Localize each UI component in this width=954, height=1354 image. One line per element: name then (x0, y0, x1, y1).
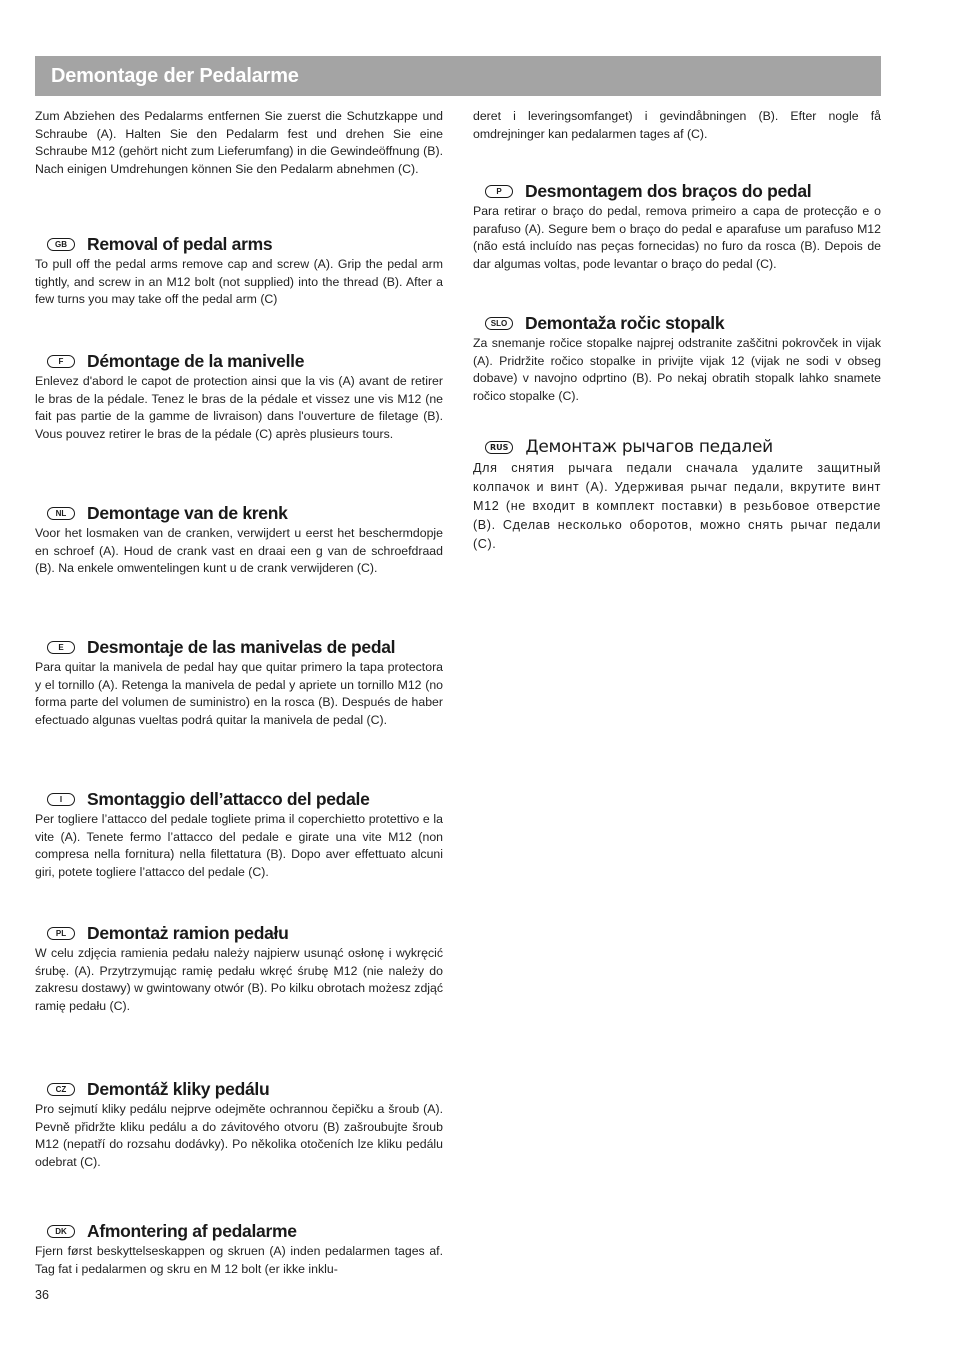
section-f-heading (35, 349, 443, 373)
section-nl (35, 501, 443, 578)
section-rus-title: Демонтаж рычагов педалей (525, 437, 773, 457)
section-rus-heading (473, 435, 881, 459)
section-nl-heading (35, 501, 443, 525)
section-dk-continued (473, 108, 881, 143)
language-badge-p: P (485, 185, 513, 198)
section-e-text: Para quitar la manivela de pedal hay que quitar primero la tapa protectora y el tornillo (A). Retenga la manivela de pedal y apriete un tornillo M12 (no forma parte del volumen de suministro) en la rosca (B). Después de haber efectuado algunas vueltas podrá quitar la manivela de pedal (C). (35, 660, 443, 727)
section-f-title: Démontage de la manivelle (87, 350, 305, 371)
section-p-text: Para retirar o braço do pedal, remova primeiro a capa de protecção e o parafuso (A). Segure bem o braço do pedal e aparafuse um parafuso M12 (não está incluído nas peças fornecidas) no furo da rosca (B). Depois de dar algumas voltas, pode levantar o braço do pedal (C). (473, 204, 881, 271)
page-title: Demontage der Pedalarme (51, 65, 299, 87)
section-p-heading (473, 179, 881, 203)
section-gb (35, 232, 443, 309)
section-dk-heading (35, 1219, 443, 1243)
section-nl-title: Demontage van de krenk (87, 502, 288, 523)
section-dk-text: Fjern først beskyttelseskappen og skruen (A) inden pedalarmen tages af. Tag fat i pedalarmen og skru en M 12 bolt (er ikke inklu- (35, 1244, 443, 1276)
page-number: 36 (35, 1288, 49, 1302)
section-pl (35, 921, 443, 1015)
section-nl-text: Voor het losmaken van de cranken, verwijdert u eerst het beschermdopje en schroef (A). Houd de crank vast en draai een g van de schroefdraad (B). Na enkele omwentelingen kunt u de crank verwijderen (C). (35, 526, 443, 575)
section-cz-heading (35, 1077, 443, 1101)
section-i (35, 787, 443, 881)
language-badge-f: F (47, 355, 75, 368)
section-i-heading (35, 787, 443, 811)
section-rus-text: Для снятия рычага педали сначала удалите защитный колпачок и винт (A). Удерживая рычаг педали, вкрутите винт M12 (не входит в комплект поставки) в резьбовое отверстие (B). Сделав несколько оборотов, можно снять рычаг педали (C). (473, 461, 881, 551)
section-dk (35, 1219, 443, 1278)
section-slo-title: Demontaža ročic stopalk (525, 312, 725, 333)
section-dk-continued-text: deret i leveringsomfanget) i gevindåbningen (B). Efter nogle få omdrejninger kan pedalarmen tages af (C). (473, 109, 881, 141)
section-rus (473, 435, 881, 554)
section-slo-text: Za snemanje ročice stopalke najprej odstranite zaščitni pokrovček in vijak (A). Pridržite ročico stopalke in privijte vijak 12 (vijak ne sodi v obseg dobave) v navojno odprtino (B). Po nekaj obratih stopalk lahko snamete ročico stopalke (C). (473, 336, 881, 403)
language-badge-pl: PL (47, 927, 75, 940)
section-pl-heading (35, 921, 443, 945)
section-de-text: Zum Abziehen des Pedalarms entfernen Sie zuerst die Schutzkappe und Schraube (A). Halten Sie den Pedalarm fest und drehen Sie eine Schraube M12 (gehört nicht zum Lieferumfang) in die Gewindeöffnung (B). Nach einigen Umdrehungen können Sie den Pedalarm abnehmen (C). (35, 109, 443, 176)
section-de (35, 108, 443, 178)
language-badge-cz: CZ (47, 1083, 75, 1096)
section-e (35, 635, 443, 729)
section-gb-heading (35, 232, 443, 256)
title-bar (35, 56, 881, 96)
section-e-heading (35, 635, 443, 659)
section-f (35, 349, 443, 443)
section-i-text: Per togliere l’attacco del pedale togliete prima il coperchietto protettivo e la vite (A). Tenete fermo l’attacco del pedale e girate una vite M12 (non compresa nella fornitura) nella filettatura (B). Dopo aver effettuato alcuni giri, potete togliere l’attacco del pedale (C). (35, 812, 443, 879)
section-gb-text: To pull off the pedal arms remove cap and screw (A). Grip the pedal arm tightly, and screw in an M12 bolt (not supplied) into the thread (B). After a few turns you may take off the pedal arm (C) (35, 257, 443, 306)
section-p-title: Desmontagem dos braços do pedal (525, 180, 812, 201)
language-badge-i: I (47, 793, 75, 806)
section-pl-title: Demontaż ramion pedału (87, 922, 289, 943)
section-slo (473, 311, 881, 405)
section-f-text: Enlevez d'abord le capot de protection ainsi que la vis (A) avant de retirer le bras de la pédale. Tenez le bras de la pédale et vissez une vis M12 (ne fait pas partie de la gamme de livraison) dans l'ouverture de filetage (B). Vous pouvez retirer le bras de la pédale (C) après plusieurs tours. (35, 374, 443, 441)
language-badge-slo: SLO (485, 317, 513, 330)
section-cz (35, 1077, 443, 1171)
section-dk-title: Afmontering af pedalarme (87, 1220, 297, 1241)
section-cz-text: Pro sejmutí kliky pedálu nejprve odejměte ochrannou čepičku a šroub (A). Pevně přidržte kliku pedálu a do závitového otvoru (B) zašroubujte šroub M12 (nepatří do rozsahu dodávky). Po několika otočeních lze kliku pedálu odebrat (C). (35, 1102, 443, 1169)
section-i-title: Smontaggio dell’attacco del pedale (87, 788, 370, 809)
section-p (473, 179, 881, 273)
language-badge-nl: NL (47, 507, 75, 520)
section-pl-text: W celu zdjęcia ramienia pedału należy najpierw usunąć osłonę i wykręcić śrubę. (A). Przytrzymując ramię pedału wkręć śrubę M12 (nie należy do zakresu dostawy) w gwintowany otwór (B). Po kilku obrotach możesz zdjąć ramię pedału (C). (35, 946, 444, 1013)
section-gb-title: Removal of pedal arms (87, 233, 273, 254)
language-badge-e: E (47, 641, 75, 654)
section-e-title: Desmontaje de las manivelas de pedal (87, 636, 396, 657)
section-slo-heading (473, 311, 881, 335)
language-badge-rus: RUS (485, 441, 513, 454)
section-cz-title: Demontáž kliky pedálu (87, 1078, 270, 1099)
language-badge-dk: DK (47, 1225, 75, 1238)
language-badge-gb: GB (47, 238, 75, 251)
